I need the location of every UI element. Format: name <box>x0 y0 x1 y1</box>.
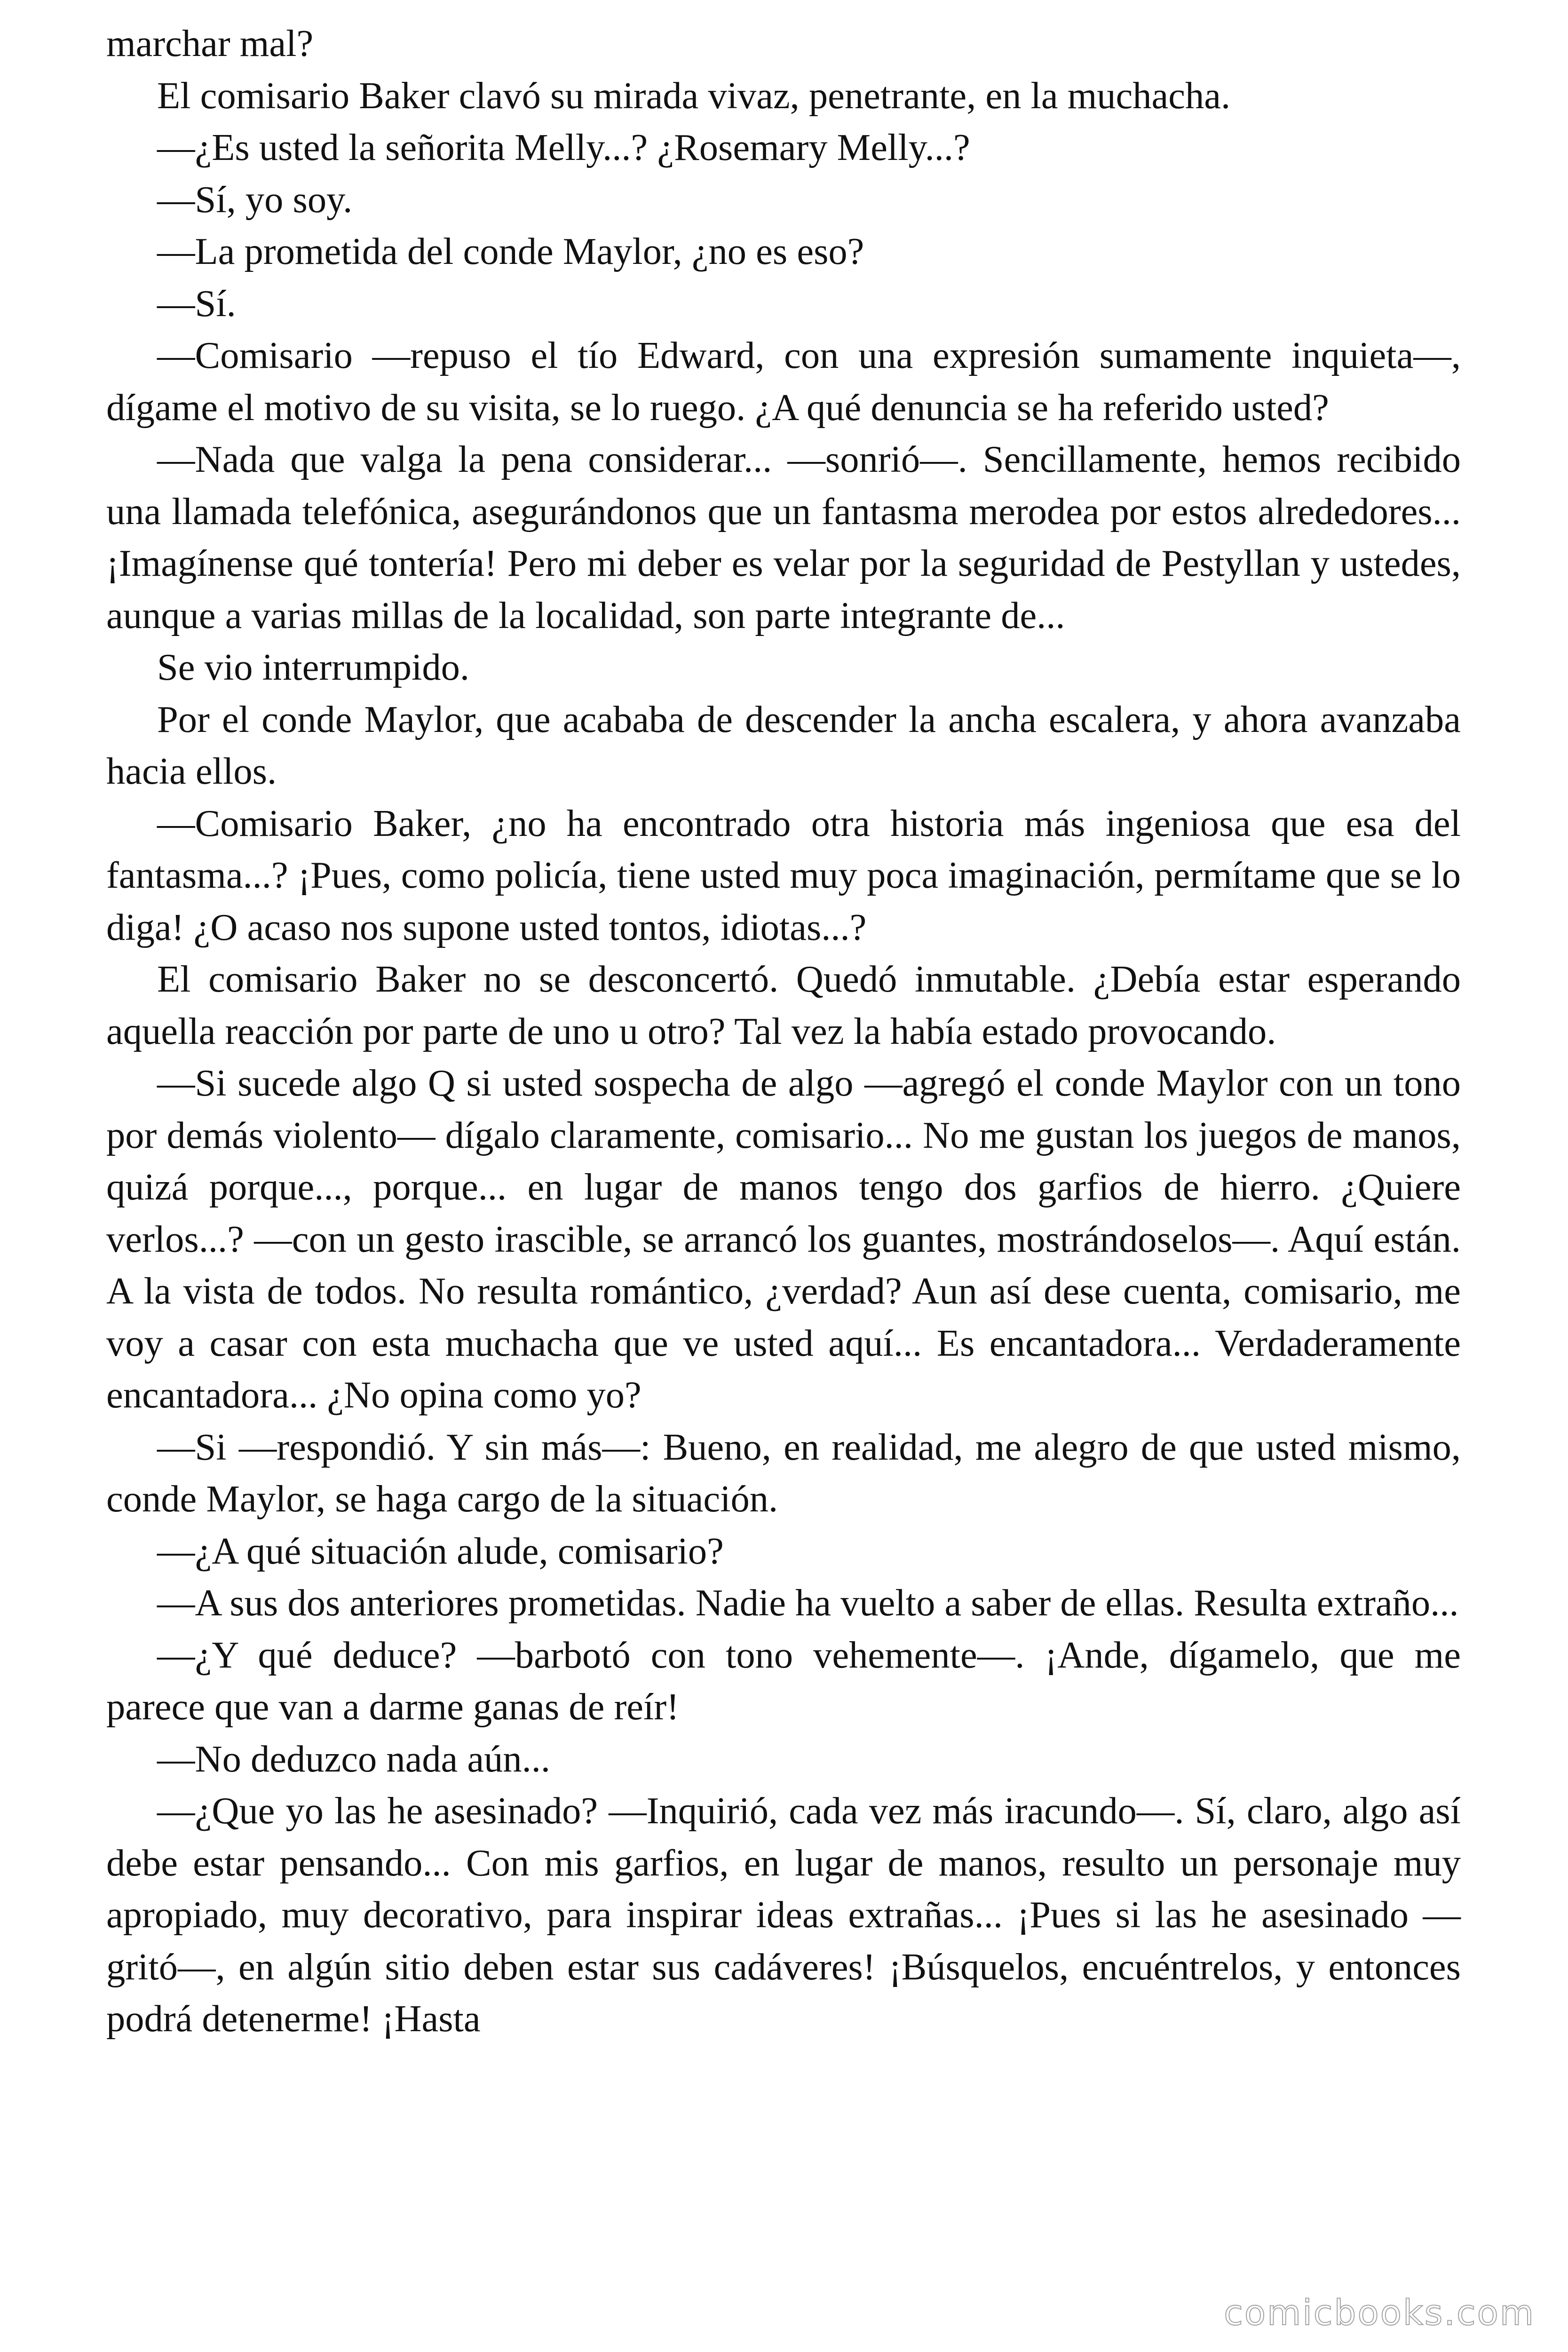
paragraph-3: —¿Es usted la señorita Melly...? ¿Rosemary Melly...? <box>157 127 970 168</box>
paragraph-17: —¿Y qué deduce? —barbotó con tono vehemente—. ¡Ande, dígamelo, que me parece que van a darme ganas de reír! <box>106 1634 1461 1728</box>
paragraph-19: —¿Que yo las he asesinado? —Inquirió, cada vez más iracundo—. Sí, claro, algo así debe estar pensando... Con mis garfios, en lugar de manos, resulto un personaje muy apropiado, muy decorativo, para inspirar ideas extrañas... ¡Pues si las he asesinado —gritó—, en algún sitio deben estar sus cadáveres! ¡Búsquelos, encuéntrelos, y entonces podrá detenerme! ¡Hasta <box>106 1790 1461 2040</box>
paragraph-9: Se vio interrumpido. <box>157 646 470 688</box>
paragraph-8: —Nada que valga la pena considerar... —sonrió—. Sencillamente, hemos recibido una llamada telefónica, asegurándonos que un fantasma merodea por estos alrededores... ¡Imagínense qué tontería! Pero mi deber es velar por la seguridad de Pestyllan y ustedes, aunque a varias millas de la localidad, son parte integrante de... <box>106 438 1461 636</box>
paragraph-5: —La prometida del conde Maylor, ¿no es eso? <box>157 230 864 272</box>
paragraph-13: —Si sucede algo Q si usted sospecha de algo —agregó el conde Maylor con un tono por demás violento— dígalo claramente, comisario... No me gustan los juegos de manos, quizá porque..., porque... en lugar de manos tengo dos garfios de hierro. ¿Quiere verlos...? —con un gesto irascible, se arrancó los guantes, mostrándoselos—. Aquí están. A la vista de todos. No resulta romántico, ¿verdad? Aun así dese cuenta, comisario, me voy a casar con esta muchacha que ve usted aquí... Es encantadora... Verdaderamente encantadora... ¿No opina como yo? <box>106 1062 1461 1416</box>
paragraph-12: El comisario Baker no se desconcertó. Quedó inmutable. ¿Debía estar esperando aquella reacción por parte de uno u otro? Tal vez la había estado provocando. <box>106 958 1461 1052</box>
paragraph-16: —A sus dos anteriores prometidas. Nadie ha vuelto a saber de ellas. Resulta extraño... <box>157 1582 1459 1624</box>
paragraph-4: —Sí, yo soy. <box>157 178 353 221</box>
paragraph-15: —¿A qué situación alude, comisario? <box>157 1530 724 1572</box>
paragraph-7: —Comisario —repuso el tío Edward, con una expresión sumamente inquieta—, dígame el motivo de su visita, se lo ruego. ¿A qué denuncia se ha referido usted? <box>106 334 1461 429</box>
paragraph-10: Por el conde Maylor, que acababa de descender la ancha escalera, y ahora avanzaba hacia ellos. <box>106 698 1461 792</box>
paragraph-2: El comisario Baker clavó su mirada vivaz, penetrante, en la muchacha. <box>157 74 1231 117</box>
paragraph-1: marchar mal? <box>106 23 314 64</box>
paragraph-14: —Si —respondió. Y sin más—: Bueno, en realidad, me alegro de que usted mismo, conde Maylor, se haga cargo de la situación. <box>106 1426 1461 1520</box>
paragraph-18: —No deduzco nada aún... <box>157 1738 551 1780</box>
watermark-logo: comicbooks.com <box>1224 2293 1535 2333</box>
book-page-text <box>106 18 1461 2045</box>
paragraph-6: —Sí. <box>157 282 236 325</box>
paragraph-11: —Comisario Baker, ¿no ha encontrado otra historia más ingeniosa que esa del fantasma...? ¡Pues, como policía, tiene usted muy poca imaginación, permítame que se lo diga! ¿O acaso nos supone usted tontos, idiotas...? <box>106 802 1461 948</box>
